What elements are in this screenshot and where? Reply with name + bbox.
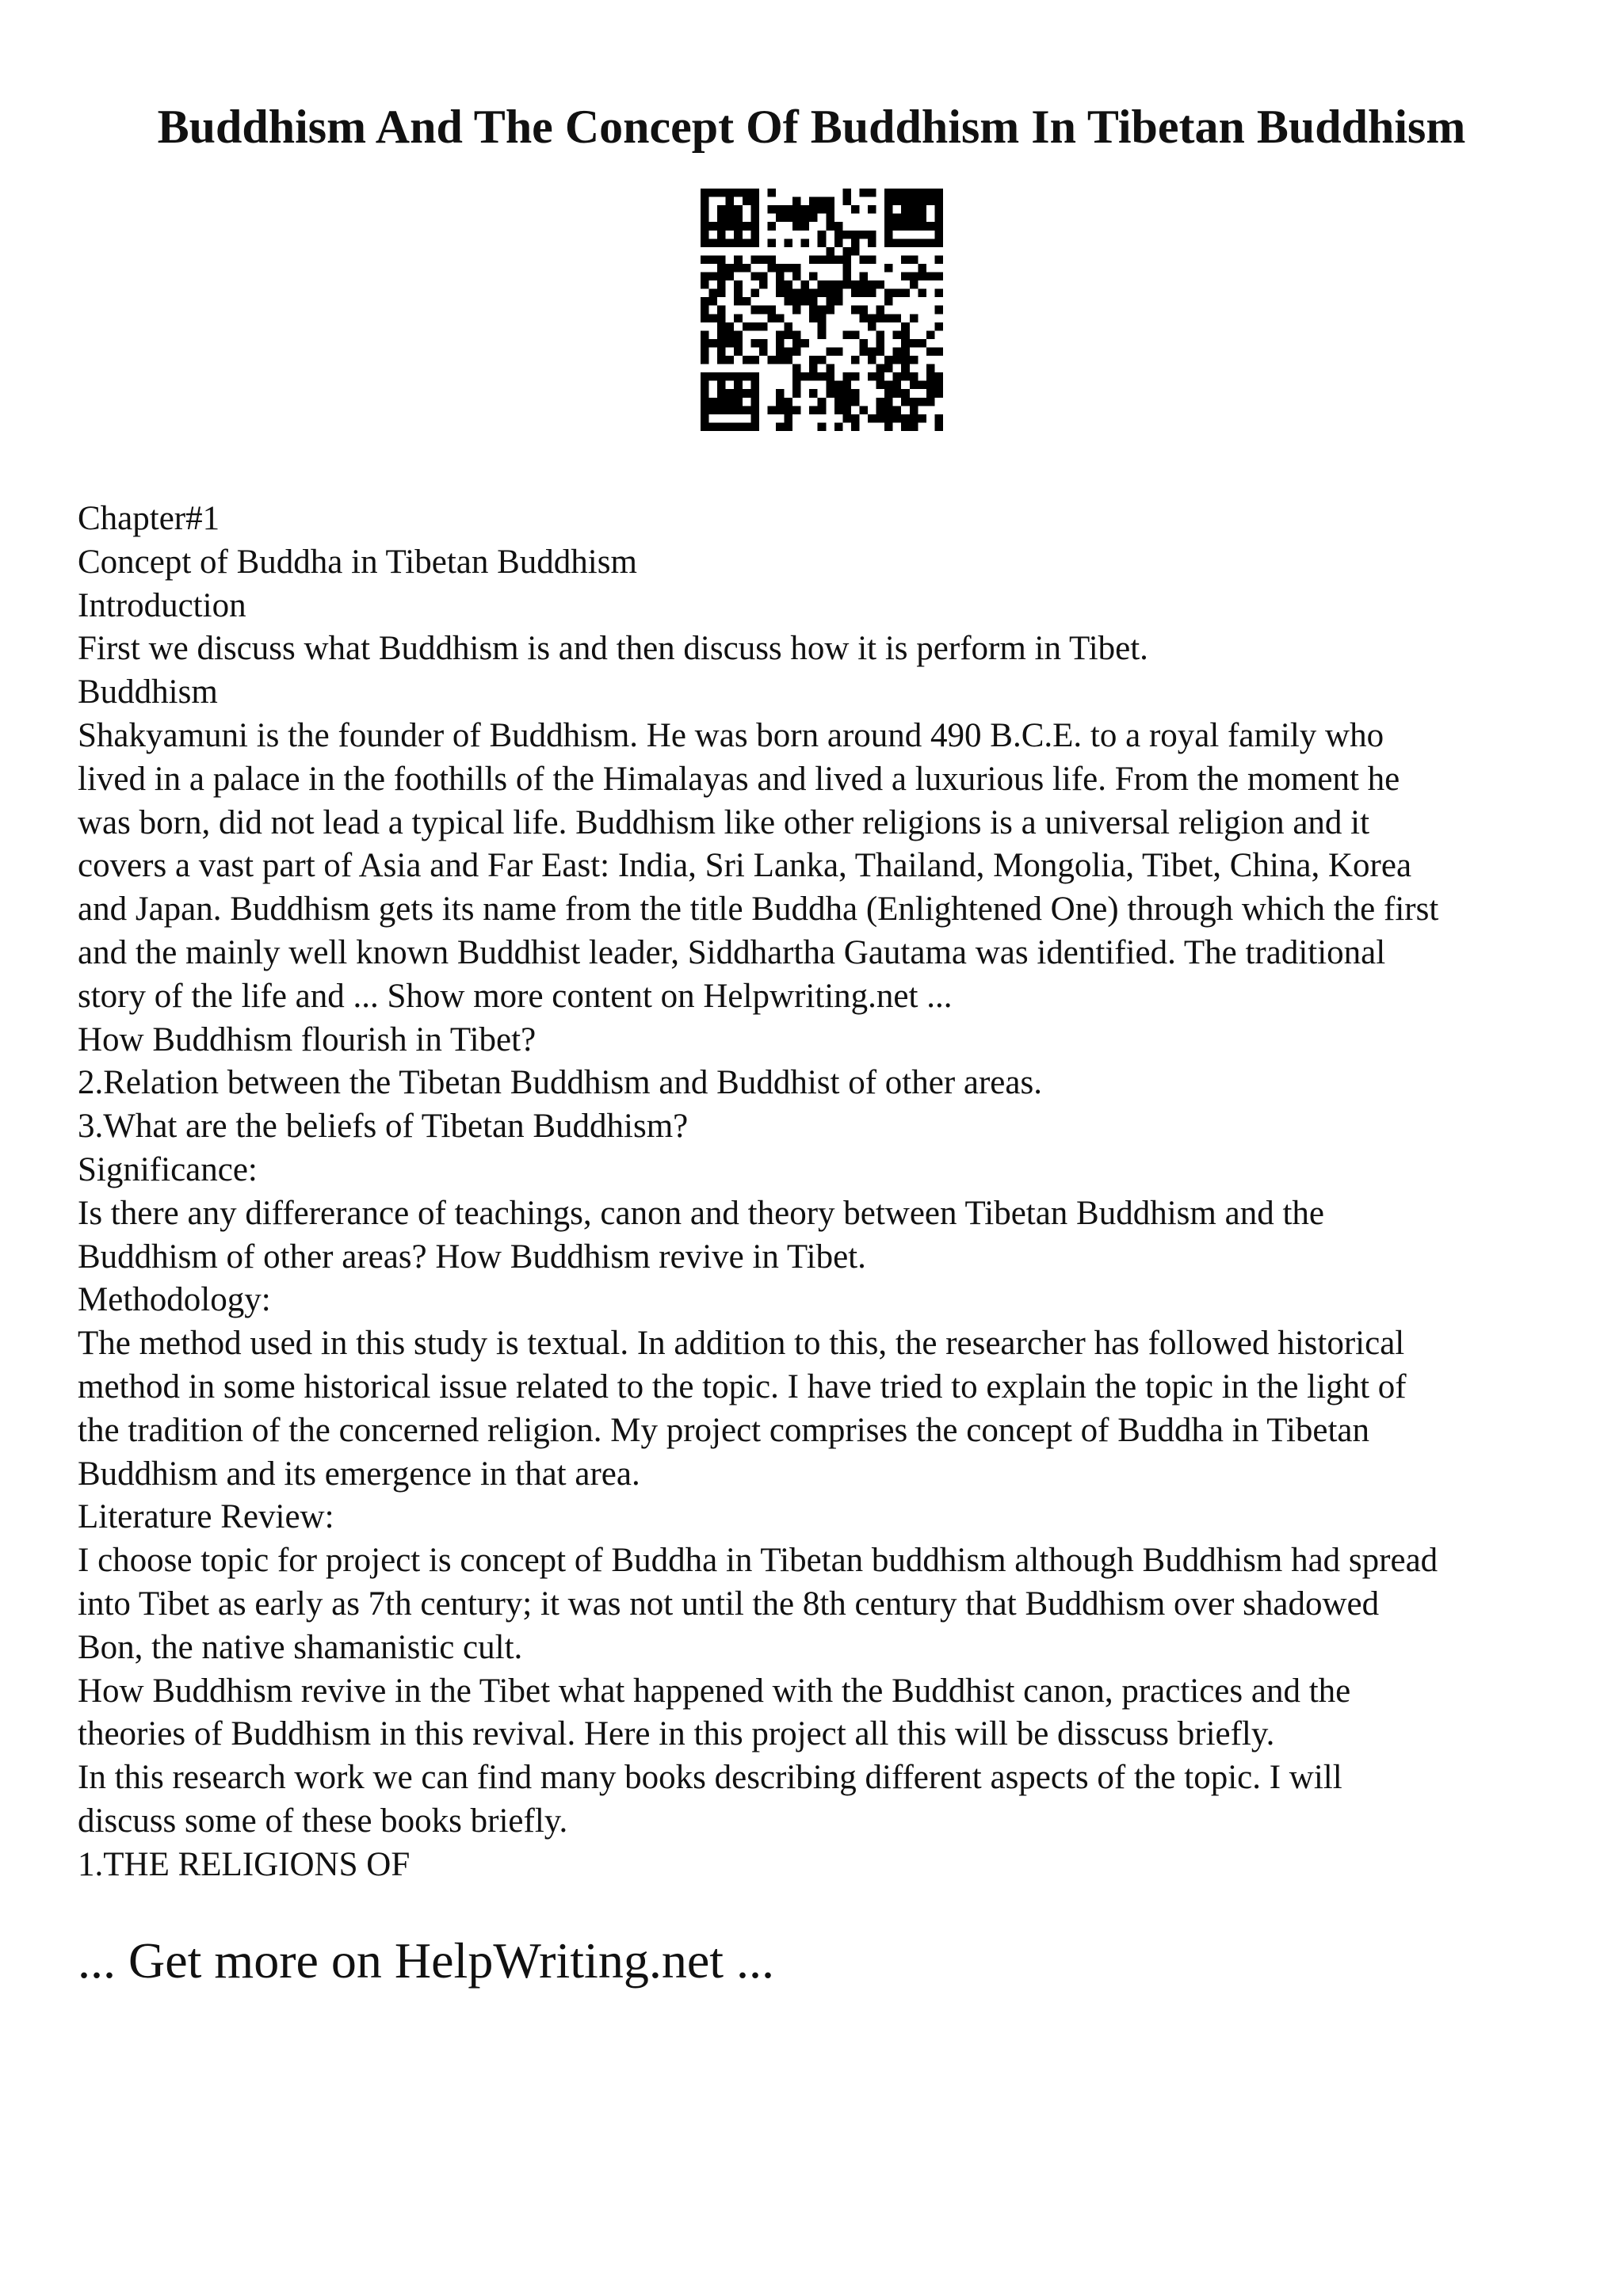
body-line: In this research work we can find many books describing different aspects of the topic. I will <box>78 1759 1342 1797</box>
body-line: Buddhism and its emergence in that area. <box>78 1455 640 1493</box>
body-line: covers a vast part of Asia and Far East: India, Sri Lanka, Thailand, Mongolia, Tibet, China, Korea <box>78 847 1412 885</box>
body-line: Introduction <box>78 586 246 624</box>
body-line: story of the life and ... Show more content on Helpwriting.net ... <box>78 977 953 1015</box>
body-line: was born, did not lead a typical life. Buddhism like other religions is a universal religion and it <box>78 803 1370 841</box>
body-line: I choose topic for project is concept of Buddha in Tibetan buddhism although Buddhism had spread <box>78 1542 1438 1580</box>
body-line: Bon, the native shamanistic cult. <box>78 1628 523 1666</box>
body-line: The method used in this study is textual. In addition to this, the researcher has followed historical <box>78 1325 1405 1363</box>
body-line: Shakyamuni is the founder of Buddhism. He was born around 490 B.C.E. to a royal family who <box>78 716 1384 754</box>
body-line: Methodology: <box>78 1281 271 1319</box>
body-line: Significance: <box>78 1150 258 1188</box>
page-title: Buddhism And The Concept Of Buddhism In Tibetan Buddhism <box>157 101 1466 153</box>
body-line: How Buddhism flourish in Tibet? <box>78 1020 537 1058</box>
body-line: 3.What are the beliefs of Tibetan Buddhism? <box>78 1108 689 1146</box>
body-line: 1.THE RELIGIONS OF <box>78 1845 411 1883</box>
body-line: Buddhism of other areas? How Buddhism revive in Tibet. <box>78 1238 866 1276</box>
body-line: First we discuss what Buddhism is and then discuss how it is perform in Tibet. <box>78 630 1148 668</box>
body-line: lived in a palace in the foothills of the Himalayas and lived a luxurious life. From the moment he <box>78 760 1400 798</box>
body-line: and the mainly well known Buddhist leader, Siddhartha Gautama was identified. The traditional <box>78 933 1386 971</box>
body-line: method in some historical issue related to the topic. I have tried to explain the topic in the light of <box>78 1367 1407 1405</box>
body-line: into Tibet as early as 7th century; it was not until the 8th century that Buddhism over shadowed <box>78 1585 1380 1623</box>
body-line: Chapter#1 <box>78 500 220 537</box>
body-line: theories of Buddhism in this revival. Here in this project all this will be disscuss briefly. <box>78 1715 1275 1753</box>
body-line: and Japan. Buddhism gets its name from the title Buddha (Enlightened One) through which the first <box>78 891 1439 929</box>
body-line: How Buddhism revive in the Tibet what happened with the Buddhist canon, practices and the <box>78 1672 1351 1710</box>
body-line: Concept of Buddha in Tibetan Buddhism <box>78 543 637 581</box>
qr-code-icon <box>701 189 943 431</box>
document-body <box>78 498 1568 1887</box>
body-line: 2.Relation between the Tibetan Buddhism and Buddhist of other areas. <box>78 1064 1042 1102</box>
body-line: the tradition of the concerned religion. My project comprises the concept of Buddha in Tibetan <box>78 1411 1370 1449</box>
body-line: Buddhism <box>78 673 218 711</box>
body-line: Literature Review: <box>78 1498 334 1536</box>
body-line: discuss some of these books briefly. <box>78 1802 568 1840</box>
body-line: Is there any differerance of teachings, canon and theory between Tibetan Buddhism and the <box>78 1194 1324 1232</box>
get-more-link[interactable]: ... Get more on HelpWriting.net ... <box>78 1932 774 1989</box>
